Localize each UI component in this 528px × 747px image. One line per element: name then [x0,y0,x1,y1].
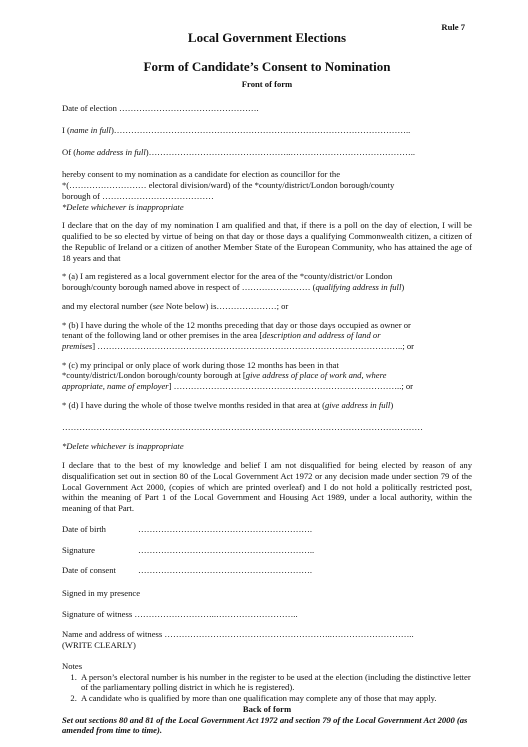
disqualification-declaration: I declare that to the best of my knowledge and belief I am not disqualified for being elected by reason of any disqualification set out in section 80 of the Local Government Act 1972 or any decision made under section 79 of the Local Government Act 2000, (copies of which are printed overleaf) and I do not hold a politically restricted post, within the meaning of Part 1 of the Local Government and Housing Act 1989, under a local authority, within the meaning of that Part. [62,460,472,514]
witness-name-address-field: Name and address of witness …………………………………………………..……………………….. [62,629,414,640]
option-b: * (b) I have during the whole of the 12 months preceding that day or those days occupied as owner or tenant of the following land or other premises in the area [description and address of land or premises] ……………………………………………………………………………………………..; or [62,319,415,351]
note-item: 1. A person’s electoral number is his number in the register to be used at the election (including the distinctive letter of the parliamentary polling district in which he is registered). [79,672,472,693]
signed-in-presence: Signed in my presence [62,588,141,598]
date-of-election-field: Date of election …………………………………………. [62,103,259,114]
rule-number: Rule 7 [441,22,465,32]
date-of-birth-field: Date of birth ……………………………………………………. [62,523,313,534]
witness-signature-field: Signature of witness ………………………..……………………….. [62,608,298,619]
date-of-consent-field: Date of consent ……………………………………………………. [62,565,313,576]
option-d: * (d) I have during the whole of those twelve months resided in that area at (give address in full) ……………………………………………………………………………………………………………… [62,399,423,432]
electoral-number-field: and my electoral number (see Note below) is…………………; or [62,300,289,311]
delete-note-2: *Delete whichever is inappropriate [62,441,184,452]
notes-section [62,661,472,704]
name-field: I (name in full)………………………………………………………………………………………….. [62,124,411,135]
option-a: * (a) I am registered as a local government elector for the area of the *county/district/or London borough/county borough named above in respect of …………………… (qualifying address in full) [62,271,405,293]
form-page [62,0,472,736]
form-title: Local Government Elections [187,30,347,45]
notes-heading: Notes [62,660,83,671]
option-c: * (c) my principal or only place of work during those 12 months has been in that *county/district/London borough/county borough at [give address of place of work and, where appropriate, name of employer] ……………………………………………………………………..; or [62,359,414,392]
address-field: Of (home address in full)…………………………………………..…………………………………….. [62,146,415,157]
form-subtitle: Form of Candidate’s Consent to Nomination [143,59,391,75]
note-item: 2. A candidate who is qualified by more than one qualification may complete any of those that may apply. [79,693,472,704]
write-clearly-note: (WRITE CLEARLY) [62,640,136,651]
front-label: Front of form [241,78,293,89]
back-label: Back of form [242,703,292,714]
consent-statement: hereby consent to my nomination as a candidate for election as councillor for the *(……………………… electoral division/ward) of the *county/district/London borough/county borough of ………………………………… *Delete whichever is inappropriate [62,169,472,212]
signature-field: Signature …………………………………………………….. [62,544,315,555]
back-instructions: Set out sections 80 and 81 of the Local Government Act 1972 and section 79 of the Local Government Act 2000 (as amended from time to time). [62,714,468,736]
personal-fields [62,524,472,576]
delete-note: *Delete whichever is inappropriate [62,201,184,212]
qualification-declaration: I declare that on the day of my nomination I am qualified and that, if there is a poll on the day of election, I will be qualified to be so elected by virtue of being on that day or those days a qualifying Commonwealth citizen, a citizen of the Republic of Ireland or a citizen of another Member State of the European Community, who has attained the age of 18 years and that [62,220,472,263]
